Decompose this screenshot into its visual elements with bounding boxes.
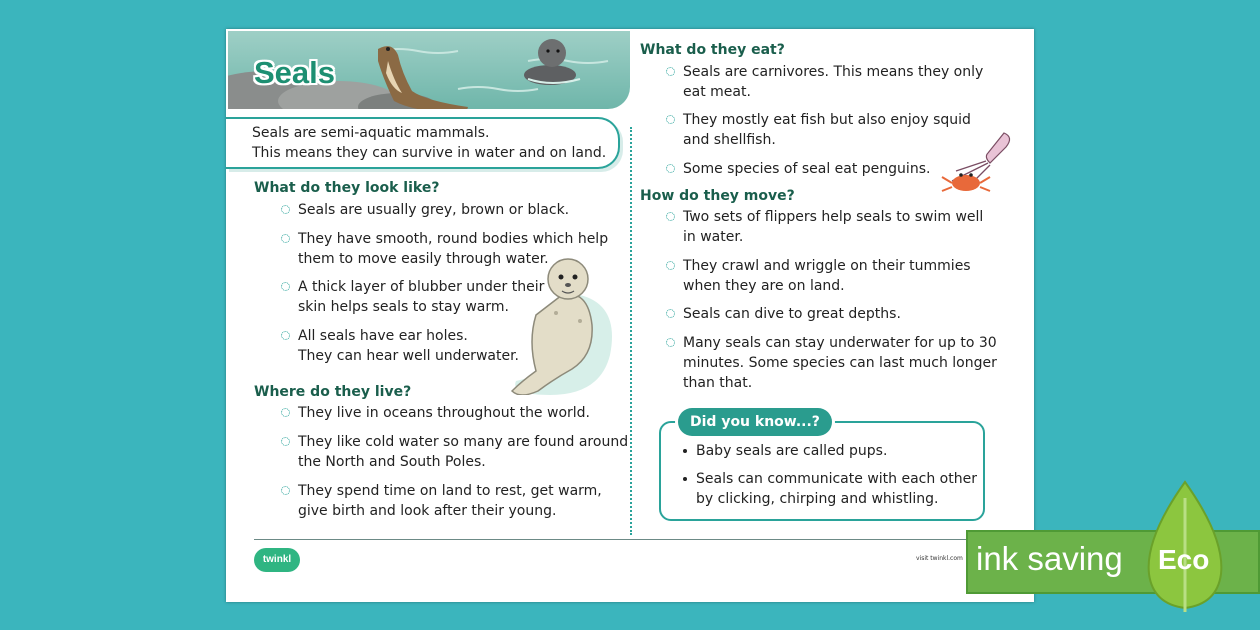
list-item: Two sets of flippers help seals to swim well in water. xyxy=(683,207,983,247)
bullet-icon xyxy=(666,261,675,270)
list-item: They spend time on land to rest, get warm, give birth and look after their young. xyxy=(298,481,602,521)
title-banner xyxy=(228,31,630,109)
bullet-icon xyxy=(683,449,687,453)
list-item: They mostly eat fish but also enjoy squid and shellfish. xyxy=(683,110,971,150)
list-item: Some species of seal eat penguins. xyxy=(683,159,930,179)
squid-crab-illustration xyxy=(916,127,1016,199)
bullet-icon xyxy=(666,164,675,173)
list-item: Many seals can stay underwater for up to 30 minutes. Some species can last much longer than that. xyxy=(683,333,997,393)
column-divider xyxy=(630,127,632,535)
bullet-icon xyxy=(281,205,290,214)
bullet-icon xyxy=(281,331,290,340)
bullet-icon xyxy=(683,477,687,481)
did-you-know-label: Did you know...? xyxy=(678,408,832,436)
list-item: They crawl and wriggle on their tummies when they are on land. xyxy=(683,256,971,296)
seal-pup-illustration xyxy=(510,255,622,395)
twinkl-logo: twinkl xyxy=(254,548,300,572)
heading-eat: What do they eat? xyxy=(640,42,785,58)
page-title: Seals xyxy=(254,55,336,90)
bullet-icon xyxy=(666,67,675,76)
ink-saving-label: ink saving xyxy=(976,540,1123,577)
bullet-icon xyxy=(281,437,290,446)
footer-url: visit twinkl.com xyxy=(916,555,963,562)
bullet-icon xyxy=(281,408,290,417)
footer-divider xyxy=(254,539,1006,540)
intro-line: This means they can survive in water and on land. xyxy=(252,145,607,161)
list-item: Seals can communicate with each other by clicking, chirping and whistling. xyxy=(696,469,977,509)
list-item: A thick layer of blubber under their skin helps seals to stay warm. xyxy=(298,277,544,317)
heading-look: What do they look like? xyxy=(254,180,440,196)
bullet-icon xyxy=(281,234,290,243)
bullet-icon xyxy=(281,486,290,495)
list-item: Seals are carnivores. This means they only eat meat. xyxy=(683,62,983,102)
list-item: Baby seals are called pups. xyxy=(696,441,887,461)
fact-sheet xyxy=(226,29,1034,602)
heading-move: How do they move? xyxy=(640,188,795,204)
list-item: Seals can dive to great depths. xyxy=(683,304,901,324)
bullet-icon xyxy=(666,309,675,318)
bullet-icon xyxy=(666,338,675,347)
bullet-icon xyxy=(666,115,675,124)
intro-line: Seals are semi-aquatic mammals. xyxy=(252,125,490,141)
intro-box xyxy=(226,117,620,169)
list-item: They like cold water so many are found around the North and South Poles. xyxy=(298,432,628,472)
list-item: Seals are usually grey, brown or black. xyxy=(298,200,569,220)
list-item: All seals have ear holes. They can hear well underwater. xyxy=(298,326,519,366)
eco-label: Eco xyxy=(1158,544,1210,575)
heading-live: Where do they live? xyxy=(254,384,412,400)
bullet-icon xyxy=(281,282,290,291)
list-item: They live in oceans throughout the world. xyxy=(298,403,590,423)
list-item: They have smooth, round bodies which help them to move easily through water. xyxy=(298,229,608,269)
bullet-icon xyxy=(666,212,675,221)
